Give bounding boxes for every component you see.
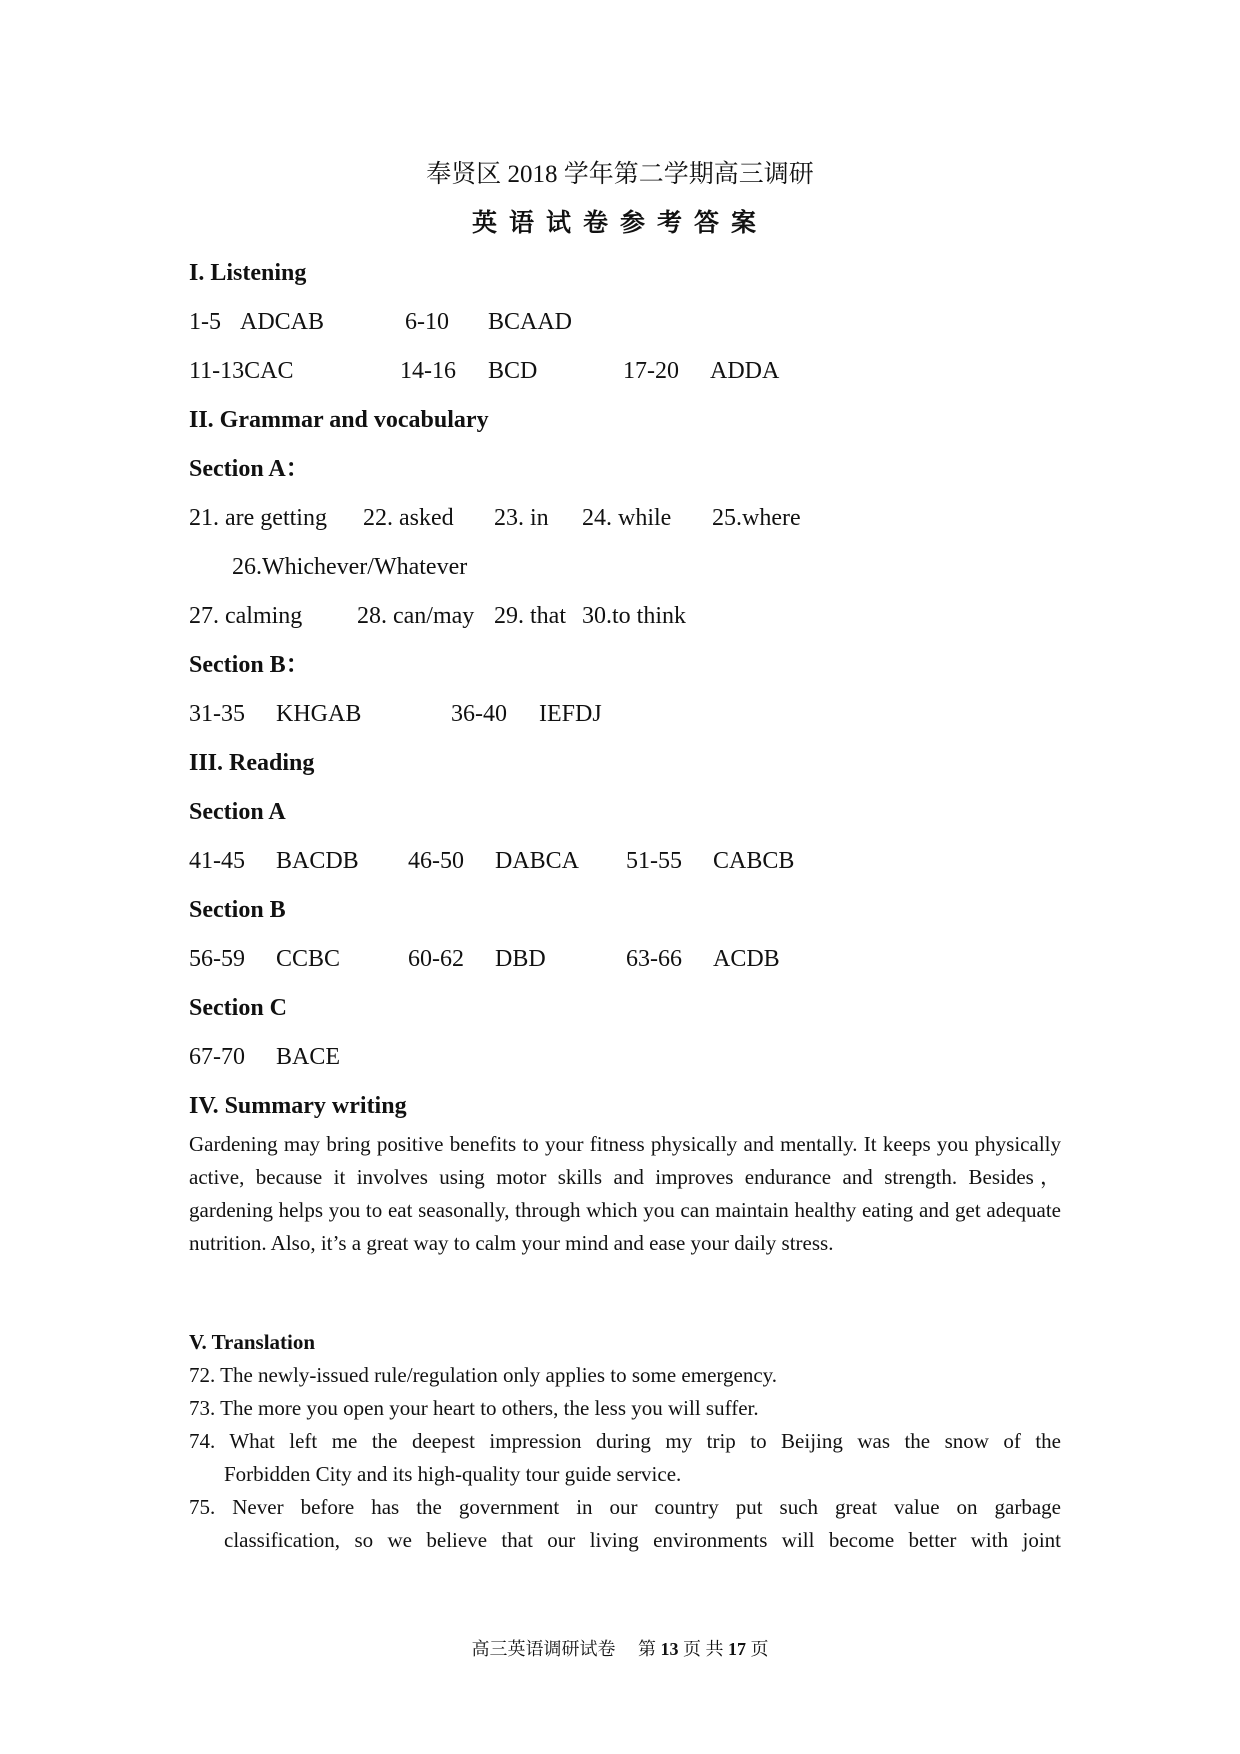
answer-range: 31-35	[189, 701, 245, 727]
answer-keys: CCBC	[276, 946, 341, 972]
answer-range: 36-40	[451, 701, 507, 727]
footer-page-total: 17	[728, 1639, 746, 1659]
grammar-row-2: 26.Whichever/Whatever	[232, 554, 468, 580]
reading-row-c	[189, 1041, 1061, 1090]
grammar-section-a-heading: Section A：	[189, 456, 310, 482]
answer-keys: BCD	[488, 358, 538, 384]
page-footer	[0, 1636, 1240, 1662]
reading-row-a	[189, 845, 1061, 894]
answer-range: 67-70	[189, 1044, 245, 1070]
answer-item: 25.where	[712, 505, 801, 531]
answer-keys: BACDB	[276, 848, 359, 874]
answer-range-keys: 11-13CAC	[189, 358, 294, 384]
answer-keys: BCAAD	[488, 309, 573, 335]
answer-range: 14-16	[400, 358, 456, 384]
answer-item: 23. in	[494, 505, 549, 531]
grammar-row-4	[189, 698, 1061, 747]
footer-page-suffix: 页	[750, 1639, 769, 1659]
summary-paragraph: Gardening may bring positive benefits to your fitness physically and mentally. It keeps you physically active, because it involves using motor skills and improves endurance and strength. Besides，gardening helps you to eat seasonally, through which you can maintain healthy eating and get adequate nutrition. Also, it’s a great way to calm your mind and ease your daily stress.	[189, 1132, 1061, 1255]
answer-item: 28. can/may	[357, 603, 475, 629]
listening-row-2	[189, 355, 1061, 404]
answer-keys: DABCA	[495, 848, 580, 874]
answer-item: 27. calming	[189, 603, 303, 629]
reading-section-a-heading: Section A	[189, 799, 286, 825]
translation-74-line-2: Forbidden City and its high-quality tour guide service.	[224, 1462, 682, 1486]
answer-item: 24. while	[582, 505, 672, 531]
answer-range: 51-55	[626, 848, 682, 874]
reading-section-c-heading: Section C	[189, 995, 287, 1021]
summary-heading: IV. Summary writing	[189, 1093, 407, 1119]
reading-heading: III. Reading	[189, 750, 315, 776]
answer-range: 6-10	[405, 309, 449, 335]
listening-heading: I. Listening	[189, 260, 307, 286]
footer-label: 高三英语调研试卷	[471, 1639, 616, 1659]
document-title: 奉贤区 2018 学年第二学期高三调研	[426, 161, 814, 188]
answer-range: 60-62	[408, 946, 464, 972]
answer-keys: ADCAB	[240, 309, 325, 335]
footer-page-prefix: 第	[638, 1639, 656, 1659]
translation-73: 73. The more you open your heart to others, the less you will suffer.	[189, 1396, 759, 1420]
listening-row-1	[189, 306, 1061, 355]
answer-range: 17-20	[623, 358, 679, 384]
answer-item: 29. that	[494, 603, 566, 629]
answer-item: 30.to think	[582, 603, 687, 629]
translation-75-line-2: classification, so we believe that our living environments will become better with joint	[224, 1528, 1061, 1552]
reading-section-b-heading: Section B	[189, 897, 286, 923]
translation-heading: V. Translation	[189, 1330, 316, 1354]
answer-keys: IEFDJ	[539, 701, 602, 727]
footer-page-mid: 页 共	[683, 1639, 724, 1659]
answer-range: 63-66	[626, 946, 682, 972]
answer-keys: ADDA	[710, 358, 780, 384]
answer-item: 21. are getting	[189, 505, 327, 531]
answer-range: 56-59	[189, 946, 245, 972]
translation-75-line-1: 75. Never before has the government in our country put such great value on garbage	[189, 1495, 1061, 1519]
grammar-row-3	[189, 600, 1061, 649]
answer-keys: KHGAB	[276, 701, 362, 727]
footer-page-number: 13	[660, 1639, 679, 1659]
translation-72: 72. The newly-issued rule/regulation only applies to some emergency.	[189, 1363, 778, 1387]
answer-range: 1-5	[189, 309, 221, 335]
answer-keys: DBD	[495, 946, 546, 972]
translation-74-line-1: 74. What left me the deepest impression during my trip to Beijing was the snow of the	[189, 1429, 1061, 1453]
answer-keys: ACDB	[713, 946, 780, 972]
grammar-heading: II. Grammar and vocabulary	[189, 407, 489, 433]
answer-item: 22. asked	[363, 505, 454, 531]
reading-row-b	[189, 943, 1061, 992]
answer-keys: CABCB	[713, 848, 795, 874]
answer-range: 46-50	[408, 848, 464, 874]
grammar-row-1	[189, 502, 1061, 551]
answer-content	[189, 257, 1061, 1557]
answer-keys: BACE	[276, 1044, 341, 1070]
answer-range: 41-45	[189, 848, 245, 874]
document-subtitle: 英语试卷参考答案	[471, 210, 768, 237]
grammar-section-b-heading: Section B：	[189, 652, 310, 678]
